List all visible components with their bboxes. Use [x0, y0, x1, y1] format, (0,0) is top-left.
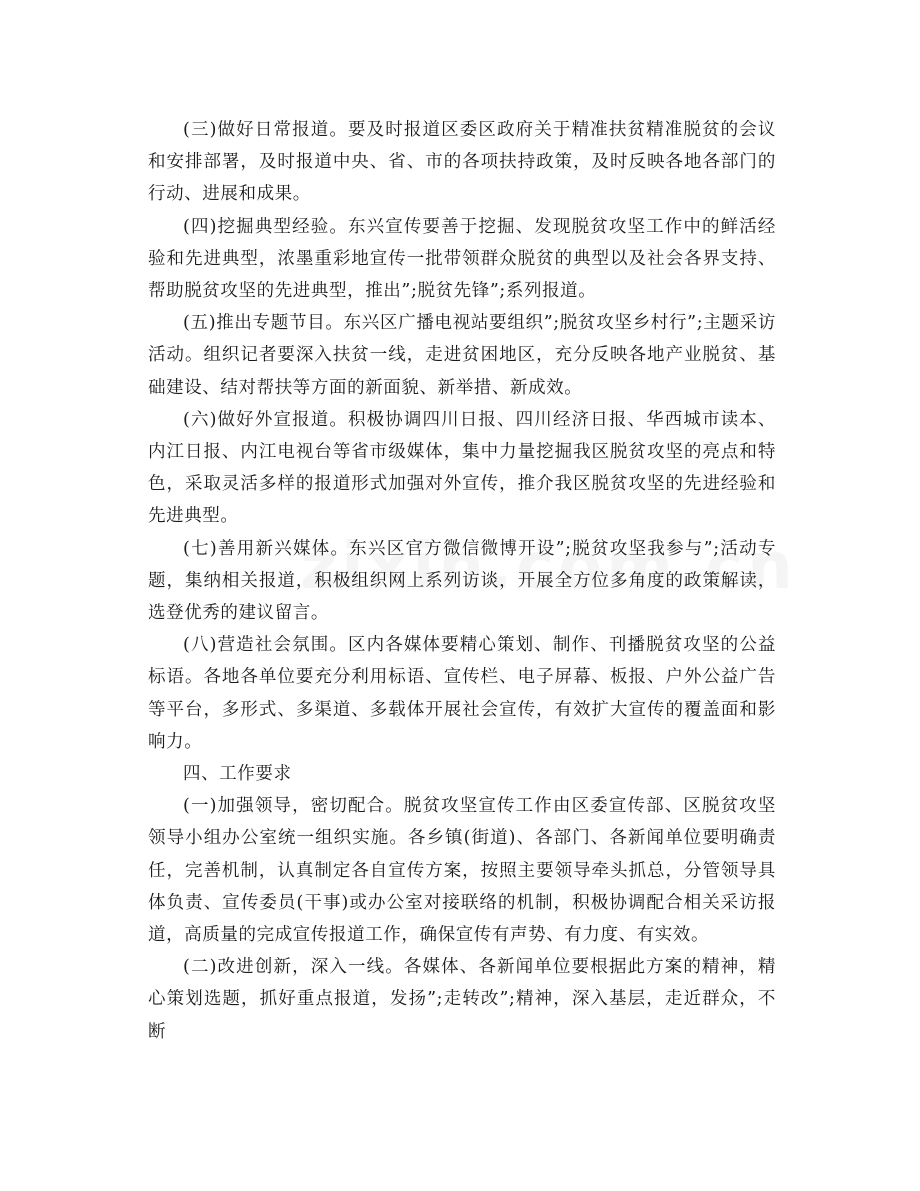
paragraph-1-leadership: (一)加强领导，密切配合。脱贫攻坚宣传工作由区委宣传部、区脱贫攻坚领导小组办公室统一组织实施。各乡镇(街道)、各部门、各新闻单位要明确责任，完善机制，认真制定各自宣传方案，按照主要领导牵头抓总，分管领导具体负责、宣传委员(干事)或办公室对接联络的机制，积极协调配合相关采访报道，高质量的完成宣传报道工作，确保宣传有声势、有力度、有实效。: [148, 796, 776, 946]
paragraph-8-social-atmosphere: (八)营造社会氛围。区内各媒体要精心策划、制作、刊播脱贫攻坚的公益标语。各地各单位要充分利用标语、宣传栏、电子屏幕、板报、户外公益广告等平台，多形式、多渠道、多载体开展社会宣传，有效扩大宣传的覆盖面和影响力。: [148, 635, 776, 752]
document-body: [148, 114, 776, 1048]
paragraph-4-typical-experience: (四)挖掘典型经验。东兴宣传要善于挖掘、发现脱贫攻坚工作中的鲜活经验和先进典型，浓墨重彩地宣传一批带领群众脱贫的典型以及社会各界支持、帮助脱贫攻坚的先进典型，推出”;脱贫先锋”;系列报道。: [148, 216, 776, 302]
paragraph-5-special-programs: (五)推出专题节目。东兴区广播电视站要组织”;脱贫攻坚乡村行”;主题采访活动。组织记者要深入扶贫一线，走进贫困地区，充分反映各地产业脱贫、基础建设、结对帮扶等方面的新面貌、新举措、新成效。: [148, 313, 776, 398]
paragraph-3-daily-reporting: (三)做好日常报道。要及时报道区委区政府关于精准扶贫精准脱贫的会议和安排部署，及时报道中央、省、市的各项扶持政策，及时反映各地各部门的行动、进展和成果。: [148, 120, 776, 205]
section-heading: 四、工作要求: [183, 764, 292, 785]
paragraph-6-external-reporting: (六)做好外宣报道。积极协调四川日报、四川经济日报、华西城市读本、内江日报、内江电视台等省市级媒体，集中力量挖掘我区脱贫攻坚的亮点和特色，采取灵活多样的报道形式加强对外宣传，推介我区脱贫攻坚的先进经验和先进典型。: [148, 409, 776, 527]
paragraph-2-innovation: (二)改进创新，深入一线。各媒体、各新闻单位要根据此方案的精神，精心策划选题，抓好重点报道，发扬”;走转改”;精神，深入基层，走近群众，不断: [148, 957, 776, 1042]
paragraph-7-new-media: (七)善用新兴媒体。东兴区官方微信微博开设”;脱贫攻坚我参与”;活动专题，集纳相关报道，积极组织网上系列访谈，开展全方位多角度的政策解读，选登优秀的建议留言。: [148, 538, 776, 624]
